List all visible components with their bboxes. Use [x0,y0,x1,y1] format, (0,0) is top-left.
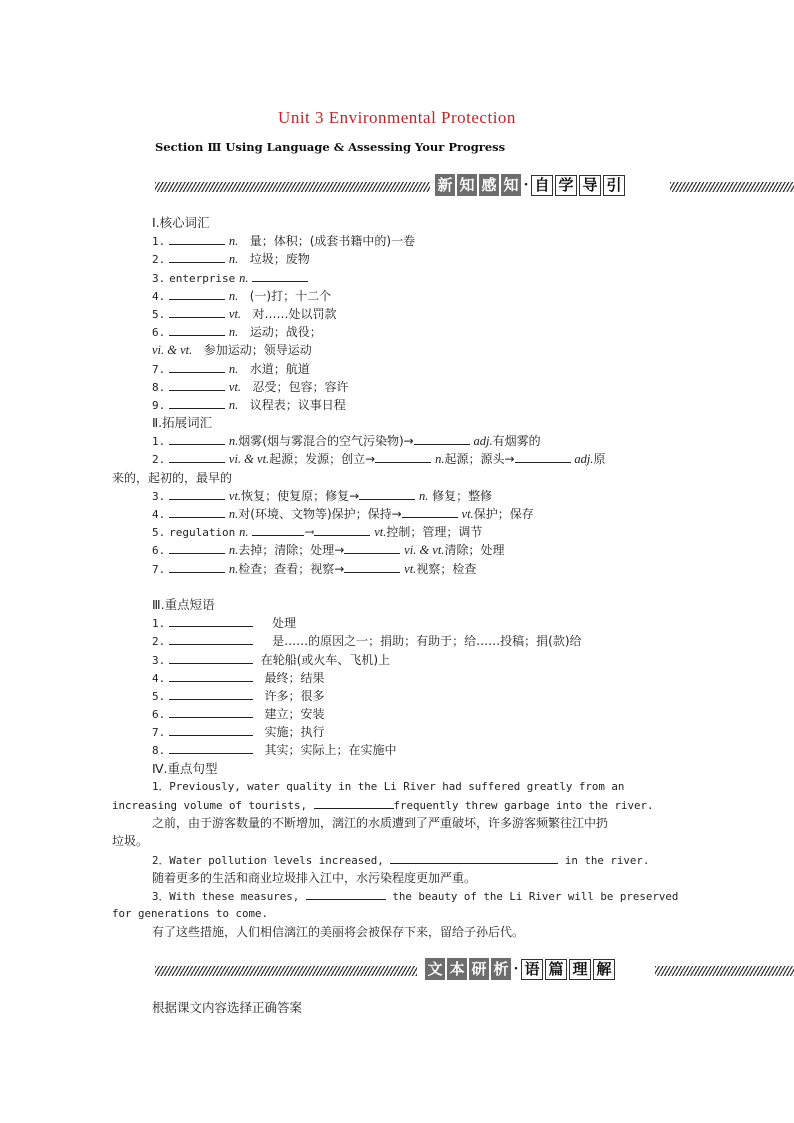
banner-char: 学 [555,175,577,196]
worksheet-content [112,214,692,942]
banner-dot: · [523,177,529,193]
vocab-item: 6. n. 运动；战役； [152,325,322,340]
banner-text-analysis [155,958,794,984]
banner-title-boxes [425,958,615,980]
banner-char: 感 [479,174,499,196]
sentence-translation: 垃圾。 [112,834,149,849]
banner-char: 新 [435,174,455,196]
vocab-item: 4. n.对(环境、文物等)保护；保持→ vt.保护；保存 [152,507,534,521]
banner-char: 研 [469,958,489,980]
banner-char: 导 [579,175,601,196]
sentence-translation: 之前，由于游客数量的不断增加，漓江的水质遭到了严重破坏，许多游客频繁往江中扔 [152,816,609,831]
vocab-item: 7. n. 水道；航道 [152,361,310,376]
vocab-item: 2. vi. & vt.起源；发源；创立→ n.起源；源头→ adj.原 [152,452,606,467]
sentence-line: for generations to come. [112,907,269,921]
vocab-item: 7. n.检查；查看；视察→ vt.视察；检查 [152,561,477,576]
phrase-item: 6. 建立；安装 [152,707,325,722]
phrase-item: 5. 许多；很多 [152,688,325,703]
banner-char: 理 [569,959,591,980]
sentence-line: increasing volume of tourists, frequently threw garbage into the river. [112,796,692,814]
vocab-item: 5. vt. 对……处以罚款 [152,306,337,321]
banner-char: 本 [447,958,467,980]
sentence-line: 2．Water pollution levels increased, in the river. [112,851,692,869]
vocab-item: 2. n. 垃圾；废物 [152,252,310,267]
hatch-left [155,966,417,976]
section-heading: Ⅰ.核心词汇 [152,215,210,230]
section-heading: Ⅱ.拓展词汇 [152,415,213,431]
vocab-item: 8. vt. 忍受；包容；容许 [152,379,349,394]
vocab-item: vi. & vt. 参加运动；领导运动 [152,343,312,358]
banner-char: 文 [425,958,445,980]
vocab-item: 3. vt.恢复；使复原；修复→ n. 修复；整修 [152,488,493,503]
sentence-translation: 随着更多的生活和商业垃圾排入江中，水污染程度更加严重。 [152,870,477,885]
vocab-item: 9. n. 议程表；议事日程 [152,397,346,412]
spacer [112,578,692,596]
banner-char: 自 [531,175,553,196]
phrase-item: 4. 最终；结果 [152,670,325,685]
vocab-item: 6. n.去掉；清除；处理→ vi. & vt.清除；处理 [152,543,505,558]
hatch-left [155,182,430,192]
vocab-item: 1. n. 量；体积；(成套书籍中的)一卷 [152,234,416,249]
vocab-item: 1. n.烟雾(烟与雾混合的空气污染物)→ adj.有烟雾的 [152,434,541,449]
section-subtitle: Section Ⅲ Using Language & Assessing Your Progress [155,140,506,154]
banner-dot: · [513,961,519,977]
vocab-item: 5. regulation n. → vt.控制；管理；调节 [152,525,483,540]
banner-char: 解 [593,959,615,980]
sentence-line: 1．Previously, water quality in the Li River had suffered greatly from an [152,779,625,793]
section-heading: Ⅳ.重点句型 [152,760,218,776]
sentence-line: 3．With these measures, the beauty of the Li River will be preserved [112,887,692,905]
phrase-item: 2. 是……的原因之一；捐助；有助于；给……投稿；捐(款)给 [152,634,582,649]
page-title: Unit 3 Environmental Protection [278,108,516,127]
banner-title-boxes [435,174,625,196]
sentence-translation: 有了这些措施，人们相信漓江的美丽将会被保存下来，留给子孙后代。 [152,925,525,940]
banner-char: 语 [521,959,543,980]
vocab-item: 4. n. (一)打；十二个 [152,288,332,303]
hatch-right [670,182,794,192]
banner-char: 引 [603,175,625,196]
phrase-item: 3. 在轮船(或火车、飞机)上 [152,652,391,667]
vocab-item: 3. enterprise n. [112,269,692,287]
vocab-item-continued: 来的，起初的，最早的 [112,470,233,485]
section-heading: Ⅲ.重点短语 [152,596,215,612]
banner-char: 析 [491,958,511,980]
banner-char: 知 [457,174,477,196]
instruction-text: 根据课文内容选择正确答案 [152,1000,303,1015]
phrase-item: 8. 其实；实际上；在实施中 [152,743,397,758]
banner-char: 知 [501,174,521,196]
phrase-item: 1. 处理 [152,616,297,631]
banner-char: 篇 [545,959,567,980]
phrase-item: 7. 实施；执行 [152,725,325,740]
hatch-right [655,966,794,976]
banner-new-knowledge [155,174,794,200]
